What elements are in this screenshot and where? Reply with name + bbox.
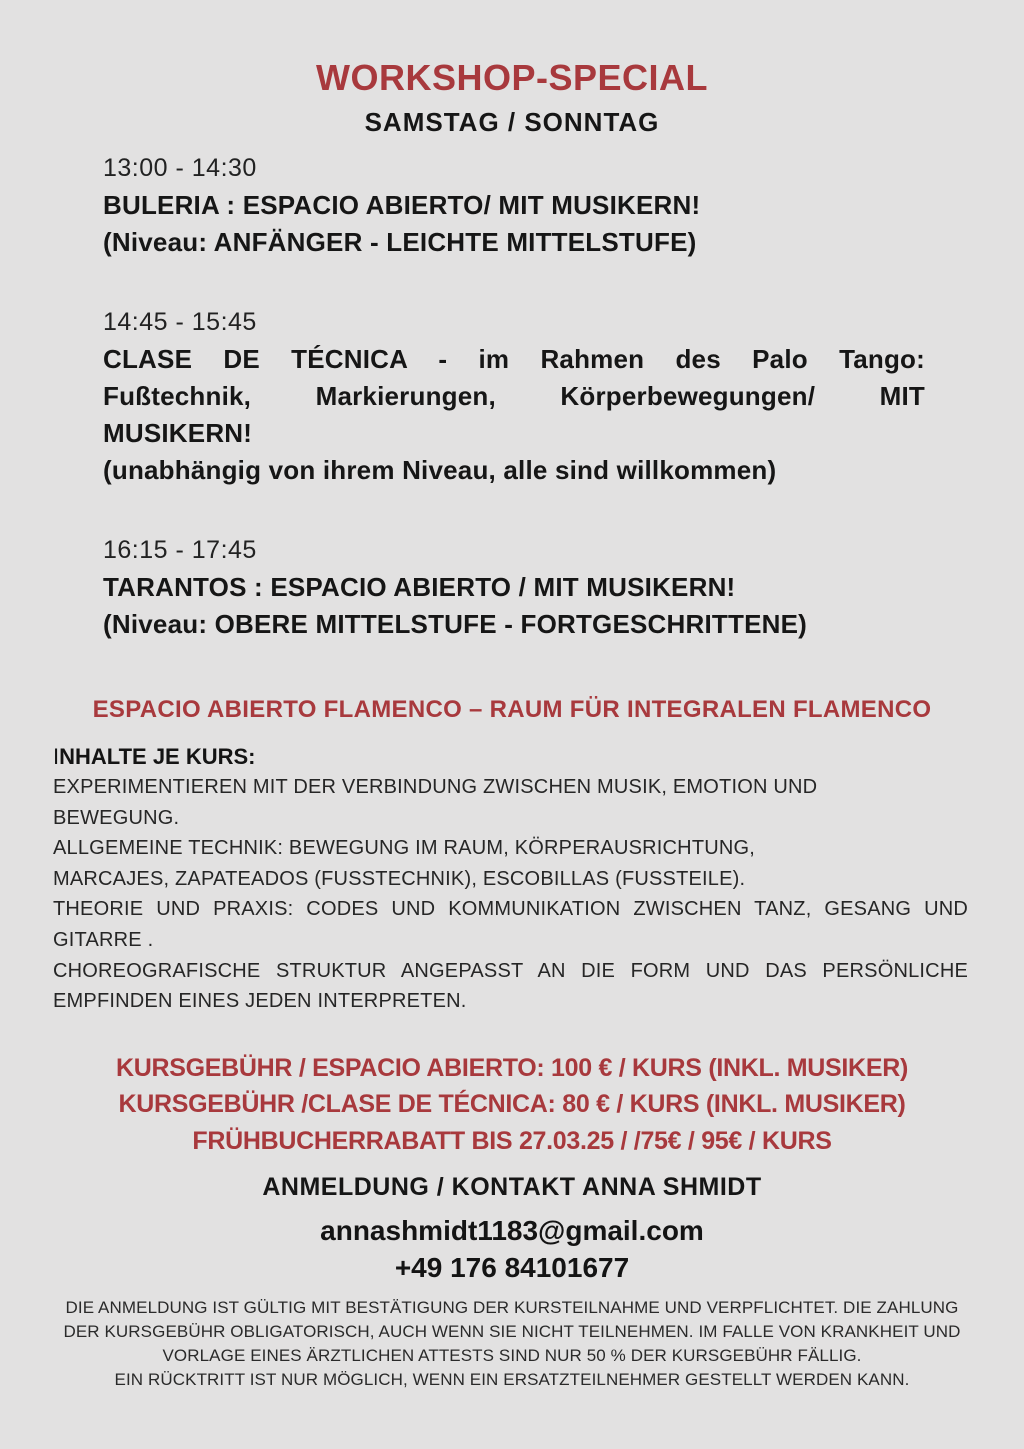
content-line: ALLGEMEINE TECHNIK: BEWEGUNG IM RAUM, KÖRPERAUSRICHTUNG, xyxy=(53,837,756,860)
content-heading xyxy=(53,742,968,772)
course-title-line: Fußtechnik, Markierungen, Körperbewegungen/ MIT xyxy=(103,381,925,411)
section-heading: ESPACIO ABIERTO FLAMENCO – RAUM FÜR INTEGRALEN FLAMENCO xyxy=(92,696,932,723)
course-title-line: MUSIKERN! xyxy=(103,418,253,448)
content-line: GITARRE . xyxy=(53,928,154,951)
page-subtitle: SAMSTAG / SONNTAG xyxy=(364,107,660,137)
content-line: THEORIE UND PRAXIS: CODES UND KOMMUNIKATION ZWISCHEN TANZ, GESANG UND xyxy=(53,898,968,921)
fees-line-espacio-abierto: KURSGEBÜHR / ESPACIO ABIERTO: 100 € / KURS (INKL. MUSIKER) xyxy=(116,1053,908,1082)
fees-section xyxy=(0,1050,1024,1160)
course-content-section xyxy=(53,742,968,1017)
page-title: WORKSHOP-SPECIAL xyxy=(315,57,708,98)
fees-line-fruehbucherrabatt: FRÜHBUCHERRABATT BIS 27.03.25 / /75€ / 95€ / KURS xyxy=(192,1126,832,1155)
fees-line-clase-de-tecnica: KURSGEBÜHR /CLASE DE TÉCNICA: 80 € / KURS (INKL. MUSIKER) xyxy=(118,1090,906,1119)
content-heading-initial: I xyxy=(53,744,60,769)
contact-phone: +49 176 84101677 xyxy=(394,1252,630,1284)
terms-line: DIE ANMELDUNG IST GÜLTIG MIT BESTÄTIGUNG DER KURSTEILNAHME UND VERPFLICHTET. DIE ZAHLUNG xyxy=(65,1298,959,1318)
terms-line: DER KURSGEBÜHR OBLIGATORISCH, AUCH WENN SIE NICHT TEILNEHMEN. IM FALLE VON KRANKHEIT UND xyxy=(63,1322,961,1342)
course-title-line: CLASE DE TÉCNICA - im Rahmen des Palo Tango: xyxy=(103,344,925,374)
terms-line: EIN RÜCKTRITT IST NUR MÖGLICH, WENN EIN ERSATZTEILNEHMER GESTELLT WERDEN KANN. xyxy=(114,1370,910,1390)
content-line: BEWEGUNG. xyxy=(53,806,180,829)
schedule-block-clase-de-tecnica xyxy=(103,304,925,489)
level-label: (Niveau: OBERE MITTELSTUFE - FORTGESCHRITTENE) xyxy=(103,609,807,639)
terms-line: VORLAGE EINES ÄRZTLICHEN ATTESTS SIND NUR 50 % DER KURSGEBÜHR FÄLLIG. xyxy=(162,1346,862,1366)
content-line: EXPERIMENTIEREN MIT DER VERBINDUNG ZWISCHEN MUSIK, EMOTION UND xyxy=(53,776,818,798)
time-label: 14:45 - 15:45 xyxy=(103,308,257,336)
content-heading-rest: NHALTE JE KURS: xyxy=(59,744,256,769)
level-label: (unabhängig von ihrem Niveau, alle sind willkommen) xyxy=(103,455,777,485)
content-line: CHOREOGRAFISCHE STRUKTUR ANGEPASST AN DIE FORM UND DAS PERSÖNLICHE xyxy=(53,959,968,982)
time-label: 13:00 - 14:30 xyxy=(103,154,257,182)
course-title-line: TARANTOS : ESPACIO ABIERTO / MIT MUSIKERN! xyxy=(103,572,736,602)
terms-section xyxy=(20,1296,1004,1392)
contact-heading: ANMELDUNG / KONTAKT ANNA SHMIDT xyxy=(262,1173,762,1202)
content-line: MARCAJES, ZAPATEADOS (FUSSTECHNIK), ESCOBILLAS (FUSSTEILE). xyxy=(53,867,746,890)
time-label: 16:15 - 17:45 xyxy=(103,536,257,564)
level-label: (Niveau: ANFÄNGER - LEICHTE MITTELSTUFE) xyxy=(103,227,697,257)
schedule-block-buleria xyxy=(103,150,925,261)
content-line: EMPFINDEN EINES JEDEN INTERPRETEN. xyxy=(53,990,467,1013)
course-title-line: BULERIA : ESPACIO ABIERTO/ MIT MUSIKERN! xyxy=(103,190,701,220)
contact-email: annashmidt1183@gmail.com xyxy=(320,1215,704,1247)
schedule-block-tarantos xyxy=(103,532,925,643)
